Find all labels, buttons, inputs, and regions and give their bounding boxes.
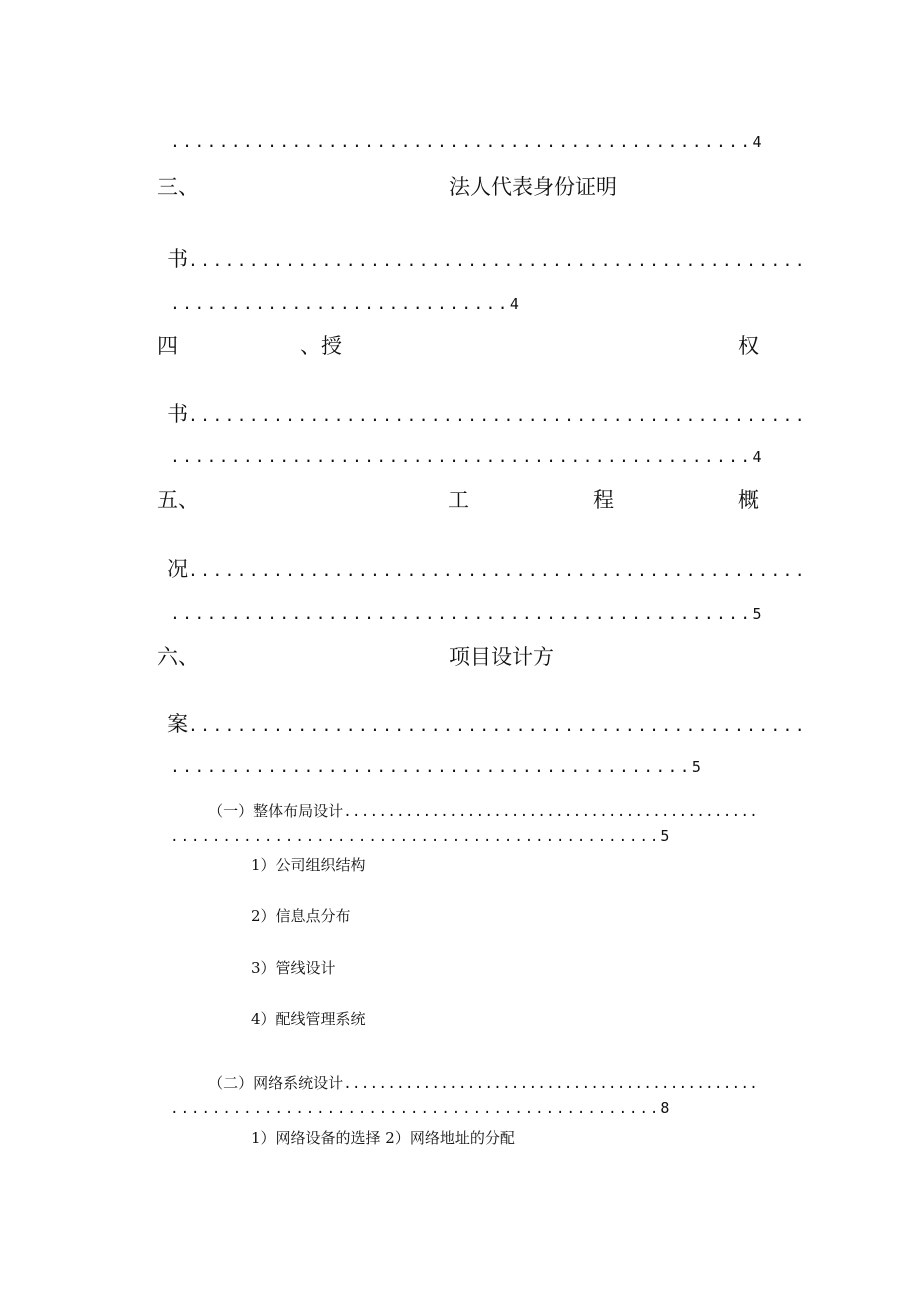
subsection-title: （一）整体布局设计: [208, 802, 344, 820]
page-number: 4: [752, 133, 762, 151]
section-3-continuation: [157, 233, 807, 270]
section-3-title: 法人代表身份证明: [449, 175, 617, 199]
dot-leader: ...........................................: [170, 757, 692, 776]
subsection-title: （二）网络系统设计: [208, 1074, 344, 1092]
title-tail: 书: [167, 247, 189, 271]
section-4-leader: [160, 433, 762, 465]
dot-leader: ...................................................: [188, 251, 807, 270]
section-5-continuation: [157, 543, 807, 580]
page-number: 8: [660, 1099, 670, 1117]
title-tail: 书: [167, 402, 189, 426]
subsection-1-item: 2）信息点分布: [251, 907, 351, 925]
dot-leader: ................................................: [170, 447, 753, 466]
page-number: 5: [660, 827, 670, 845]
title-tail: 案: [167, 712, 189, 736]
dot-leader: ................................................: [170, 604, 753, 623]
dot-leader: ...............................................: [343, 1076, 759, 1092]
subsection-1-item: 1）公司组织结构: [251, 856, 366, 874]
section-5-title-char-3: 概: [738, 488, 759, 512]
dot-leader: ...................................................: [188, 561, 807, 580]
section-6-title: 项目设计方: [449, 645, 554, 669]
section-3-leader: [160, 280, 519, 312]
page-number: 4: [509, 295, 519, 313]
dot-leader: ................................................: [170, 132, 753, 151]
section-4-number: 四: [157, 334, 178, 358]
section-5-leader: [160, 590, 762, 622]
section-4-continuation: [157, 388, 807, 425]
section-5-title-char-1: 工: [448, 488, 469, 512]
dot-leader: ...............................................: [170, 1101, 661, 1117]
page-number: 5: [752, 605, 762, 623]
section-6-number: 六、: [157, 645, 199, 669]
section-6-leader: [160, 743, 701, 775]
page-number: 4: [752, 448, 762, 466]
section-4-title-start: 、授: [300, 334, 342, 358]
subsection-2-leader: [160, 1084, 669, 1116]
section-5-title-char-2: 程: [593, 488, 614, 512]
dot-leader: ...................................................: [188, 716, 807, 735]
page-number: 5: [691, 758, 701, 776]
dot-leader: ...............................................: [343, 804, 759, 820]
title-tail: 况: [167, 557, 189, 581]
section-6-continuation: [157, 698, 807, 735]
subsection-2-items: 1）网络设备的选择 2）网络地址的分配: [251, 1129, 515, 1147]
dot-leader: ...................................................: [188, 406, 807, 425]
dot-leader: ...............................................: [170, 829, 661, 845]
section-3-number: 三、: [157, 175, 199, 199]
subsection-1-leader: [160, 812, 669, 844]
dot-leader: ............................: [170, 294, 510, 313]
subsection-1-item: 4）配线管理系统: [251, 1010, 366, 1028]
subsection-1-item: 3）管线设计: [251, 959, 336, 977]
toc-leader-line: [160, 118, 762, 150]
section-5-number: 五、: [157, 488, 199, 512]
section-4-title-end: 权: [738, 334, 759, 358]
